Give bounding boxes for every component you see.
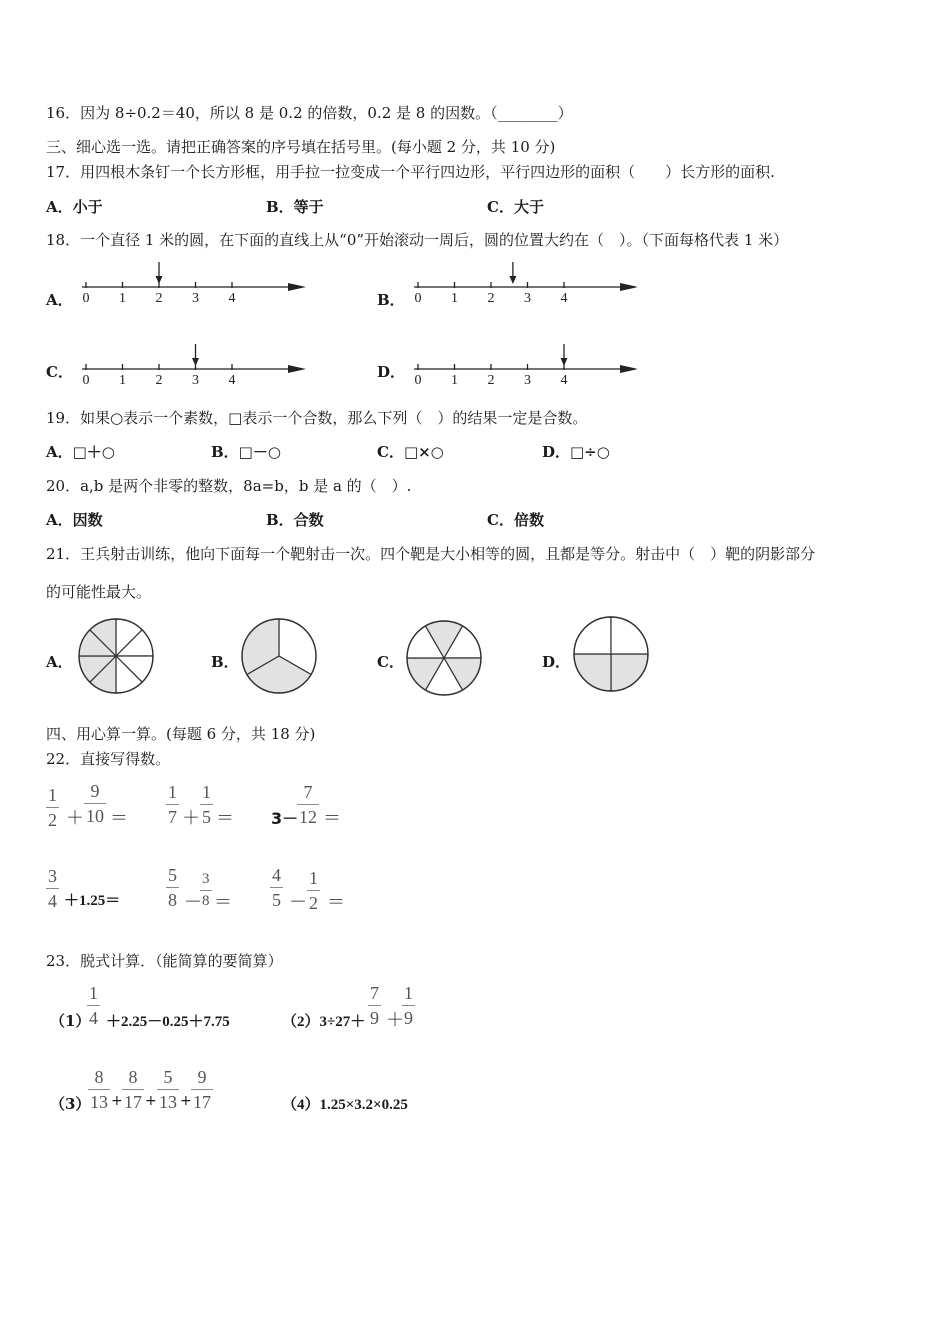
q16-text: 16．因为 8÷0.2＝40，所以 8 是 0.2 的倍数，0.2 是 8 的因数。（________）	[46, 104, 573, 122]
q21-option-d-label[interactable]: D．	[542, 653, 571, 671]
q19-option-b[interactable]: B．□－○	[211, 443, 281, 461]
q22-e3-frac: $\frac{7}{12}$	[299, 782, 317, 827]
q21-text-line2: 的可能性最大。	[46, 583, 152, 601]
position-marker-arrow-head	[156, 276, 163, 284]
q18-number-line-c	[78, 342, 310, 390]
q23-p4-label: （4）1.25×3.2×0.25	[282, 1097, 408, 1113]
q23-p3-frac2: $\frac{8}{17}$	[124, 1067, 142, 1112]
q22-e6-eq: ＝	[327, 892, 345, 913]
q23-p3-frac1: $\frac{8}{13}$	[90, 1067, 108, 1112]
q21-option-c-label[interactable]: C．	[377, 653, 404, 671]
q17-option-b[interactable]: B．等于	[266, 198, 324, 216]
number-line-tick-label: 3	[524, 291, 531, 306]
q23-p3-op2: +	[145, 1093, 157, 1109]
q22-e5-eq: ＝	[214, 892, 232, 913]
number-line-arrowhead	[288, 283, 306, 291]
number-line-tick-label: 1	[119, 291, 126, 306]
q22-e6-frac1: $\frac{4}{5}$	[272, 865, 281, 910]
q18-number-line-d	[410, 342, 642, 390]
q22-e2-frac2: $\frac{1}{5}$	[202, 782, 211, 827]
q23-p2-op: ＋	[386, 1010, 404, 1031]
q23-title: 23．脱式计算．（能简算的要简算）	[46, 952, 283, 970]
q21-option-b-label[interactable]: B．	[211, 653, 239, 671]
q20-text: 20．a,b 是两个非零的整数，8a=b，b 是 a 的（ ）.	[46, 477, 412, 495]
q21-target-d	[571, 614, 653, 694]
q22-e3-eq: ＝	[323, 808, 341, 829]
number-line-tick-label: 4	[560, 373, 568, 388]
q22-title: 22．直接写得数。	[46, 750, 171, 768]
position-marker-arrow-head	[509, 276, 516, 284]
q21-text-line1: 21．王兵射击训练，他向下面每一个靶射击一次。四个靶是大小相等的圆，且都是等分。射击中（ ）靶的阴影部分	[46, 545, 816, 563]
q22-e4-frac: $\frac{3}{4}$	[48, 866, 57, 911]
section-3-title: 三、细心选一选。请把正确答案的序号填在括号里。(每小题 2 分，共 10 分)	[46, 138, 556, 156]
q23-p1-tail: ＋2.25－0.25＋7.75	[106, 1014, 230, 1030]
q19-text: 19．如果○表示一个素数，□表示一个合数，那么下列（ ）的结果一定是合数。	[46, 409, 588, 427]
q20-option-a[interactable]: A．因数	[46, 511, 103, 529]
q23-p2-frac1: $\frac{7}{9}$	[370, 983, 379, 1028]
q18-option-c-label[interactable]: C．	[46, 363, 73, 381]
number-line-tick-label: 4	[560, 291, 568, 306]
q21-target-c	[404, 618, 486, 698]
q22-e2-eq: ＝	[216, 808, 234, 829]
number-line-tick-label: 1	[451, 373, 458, 388]
number-line-tick-label: 3	[524, 373, 531, 388]
number-line-arrowhead	[620, 283, 638, 291]
number-line-tick-label: 1	[451, 291, 458, 306]
q23-p1-frac: $\frac{1}{4}$	[89, 983, 98, 1028]
q17-text: 17．用四根木条钉一个长方形框，用手拉一拉变成一个平行四边形，平行四边形的面积（ ）长方形的面积.	[46, 163, 775, 181]
q23-p1-label: （1）	[50, 1012, 91, 1030]
q22-e6-frac2: $\frac{1}{2}$	[309, 868, 318, 913]
q22-e2-frac1: $\frac{1}{7}$	[168, 782, 177, 827]
q19-option-c[interactable]: C．□×○	[377, 443, 444, 461]
q22-e5-op: －	[184, 892, 202, 913]
number-line-tick-label: 4	[228, 291, 236, 306]
section-4-title: 四、用心算一算。(每题 6 分，共 18 分)	[46, 725, 316, 743]
q23-p2-frac2: $\frac{1}{9}$	[404, 983, 413, 1028]
q18-option-d-label[interactable]: D．	[377, 363, 406, 381]
q21-option-a-label[interactable]: A．	[46, 653, 73, 671]
number-line-tick-label: 0	[414, 291, 422, 306]
q18-option-a-label[interactable]: A．	[46, 291, 73, 309]
q17-option-c[interactable]: C．大于	[487, 198, 544, 216]
q22-e5-frac2: $\frac{3}{8}$	[202, 871, 210, 909]
q23-p3-frac4: $\frac{9}{17}$	[193, 1067, 211, 1112]
number-line-tick-label: 2	[155, 373, 163, 388]
position-marker-arrow-head	[192, 358, 199, 366]
number-line-tick-label: 0	[82, 373, 90, 388]
q19-option-d[interactable]: D．□÷○	[542, 443, 610, 461]
q20-option-b[interactable]: B．合数	[266, 511, 324, 529]
number-line-tick-label: 1	[119, 373, 126, 388]
q23-p3-op1: +	[111, 1093, 123, 1109]
q18-text: 18．一个直径 1 米的圆，在下面的直线上从“0”开始滚动一周后，圆的位置大约在（ ）。（下面每格代表 1 米）	[46, 231, 789, 249]
q18-option-b-label[interactable]: B．	[377, 291, 405, 309]
q22-e1-frac1: $\frac{1}{2}$	[48, 785, 57, 830]
q23-p2-label: （2）3÷27＋	[282, 1014, 366, 1030]
number-line-tick-label: 2	[487, 373, 495, 388]
q22-e5-frac1: $\frac{5}{8}$	[168, 865, 177, 910]
q19-option-a[interactable]: A．□＋○	[46, 443, 115, 461]
q23-p3-op3: +	[180, 1093, 192, 1109]
number-line-tick-label: 0	[414, 373, 422, 388]
number-line-tick-label: 3	[192, 291, 199, 306]
number-line-arrowhead	[288, 365, 306, 373]
q18-number-line-a	[78, 260, 310, 308]
q22-e1-frac2: $\frac{9}{10}$	[86, 781, 104, 826]
number-line-tick-label: 3	[192, 373, 199, 388]
number-line-tick-label: 2	[155, 291, 163, 306]
q17-option-a[interactable]: A．小于	[46, 198, 103, 216]
q21-target-b	[239, 616, 321, 696]
q23-p3-label: （3）	[50, 1095, 91, 1113]
q22-e4-tail: ＋1.25＝	[64, 893, 121, 909]
q22-e1-op: ＋	[66, 808, 84, 829]
number-line-tick-label: 0	[82, 291, 90, 306]
number-line-tick-label: 4	[228, 373, 236, 388]
position-marker-arrow-head	[561, 358, 568, 366]
q22-e2-op: ＋	[182, 808, 200, 829]
q22-e6-op: －	[289, 892, 307, 913]
q20-option-c[interactable]: C．倍数	[487, 511, 544, 529]
number-line-arrowhead	[620, 365, 638, 373]
q21-target-a	[76, 616, 158, 696]
q23-p3-frac3: $\frac{5}{13}$	[159, 1067, 177, 1112]
q22-e3-lead: 3－	[271, 809, 299, 828]
q18-number-line-b	[410, 260, 642, 308]
number-line-tick-label: 2	[487, 291, 495, 306]
q22-e1-eq: ＝	[110, 808, 128, 829]
